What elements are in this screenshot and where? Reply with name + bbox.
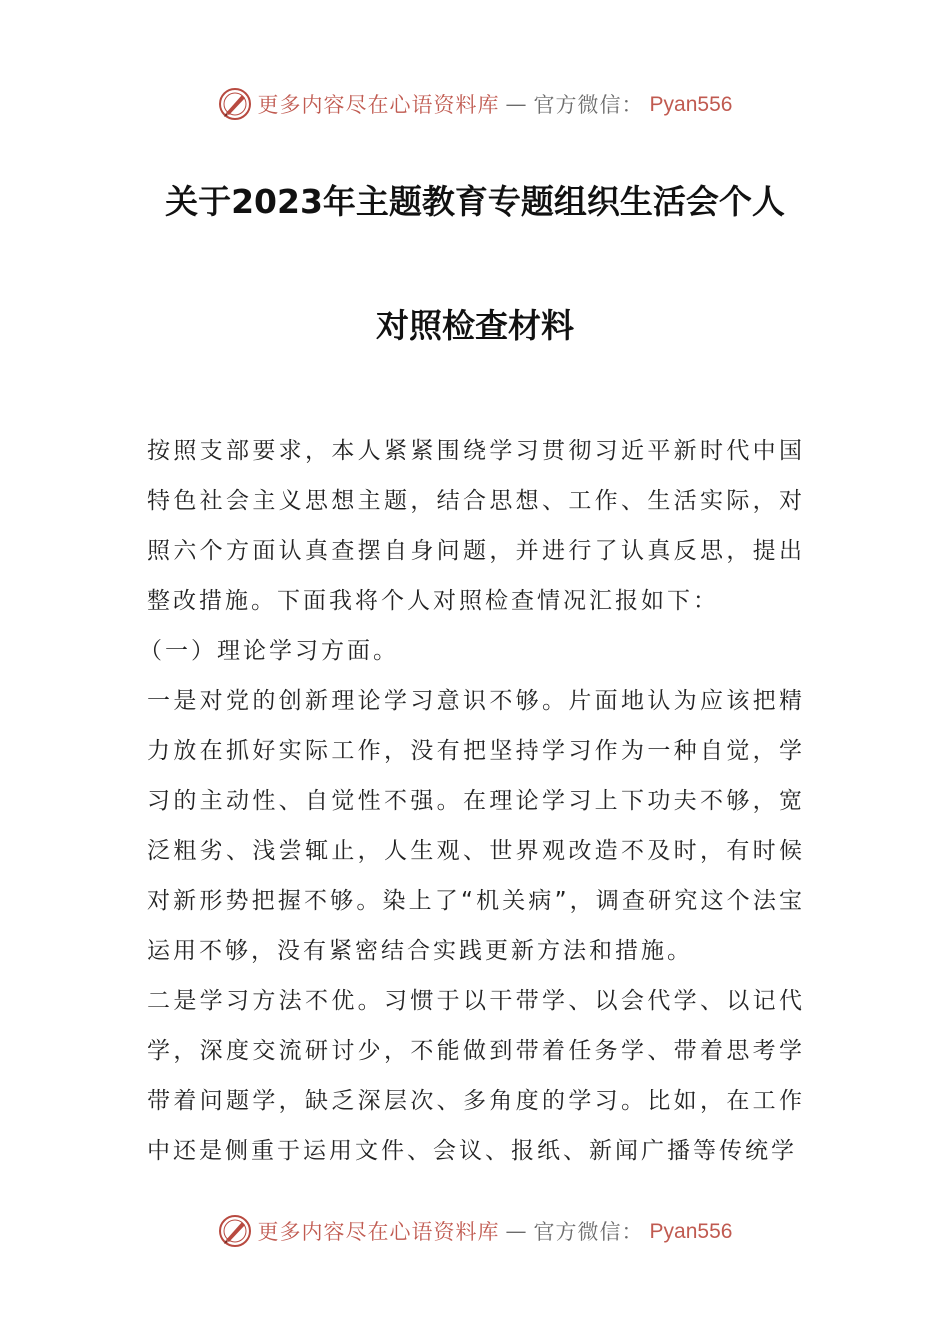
quill-pen-logo-icon xyxy=(218,87,252,121)
watermark-contact-id: Pyan556 xyxy=(649,92,733,116)
watermark-contact-id: Pyan556 xyxy=(649,1219,733,1243)
watermark-contact-label: 官方微信： xyxy=(533,93,644,117)
watermark-dash: — xyxy=(505,1219,528,1243)
point-two-paragraph: 二是学习方法不优。习惯于以干带学、以会代学、以记代学，深度交流研讨少，不能做到带着任务学、带着思考学带着问题学，缺乏深层次、多角度的学习。比如，在工作中还是侧重于运用文件、会议、报纸、新闻广播等传统学 xyxy=(147,988,805,1164)
watermark-dash: — xyxy=(505,92,528,116)
watermark-slogan: 更多内容尽在心语资料库 xyxy=(257,1220,500,1244)
intro-paragraph: 按照支部要求，本人紧紧围绕学习贯彻习近平新时代中国特色社会主义思想主题，结合思想、工作、生活实际，对照六个方面认真查摆自身问题，并进行了认真反思，提出整改措施。下面我将个人对照检查情况汇报如下： xyxy=(147,438,805,614)
section-heading-theory-study: （一）理论学习方面。 xyxy=(139,638,399,664)
document-title-line-2: 对照检查材料 xyxy=(376,306,574,345)
document-body xyxy=(139,426,805,1176)
quill-pen-logo-icon xyxy=(218,1214,252,1248)
top-watermark-banner xyxy=(0,84,950,124)
watermark-slogan: 更多内容尽在心语资料库 xyxy=(257,93,500,117)
point-one-paragraph: 一是对党的创新理论学习意识不够。片面地认为应该把精力放在抓好实际工作，没有把坚持学习作为一种自觉，学习的主动性、自觉性不强。在理论学习上下功夫不够，宽泛粗劣、浅尝辄止，人生观、世界观改造不及时，有时候对新形势把握不够。染上了“机关病”，调查研究这个法宝运用不够，没有紧密结合实践更新方法和措施。 xyxy=(147,688,805,964)
document-title-line-1: 关于2023年主题教育专题组织生活会个人 xyxy=(165,182,785,221)
watermark-contact-label: 官方微信： xyxy=(533,1220,644,1244)
bottom-watermark-banner xyxy=(0,1211,950,1251)
